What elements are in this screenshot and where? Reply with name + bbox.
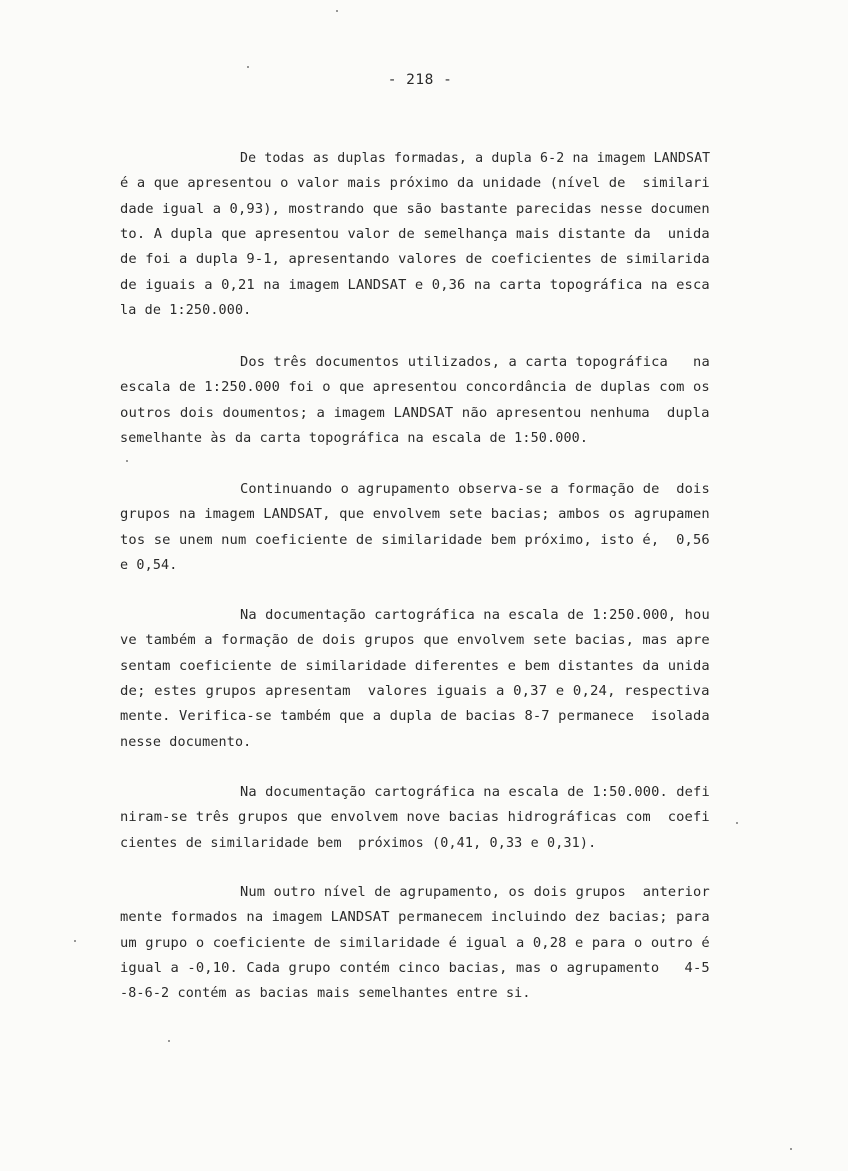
text-line: um grupo o coeficiente de similaridade é igual a 0,28 e para o outro é: [120, 935, 710, 951]
text-line: -8-6-2 contém as bacias mais semelhantes entre si.: [120, 986, 531, 1002]
text-line: dade igual a 0,93), mostrando que são bastante parecidas nesse documen: [120, 201, 710, 217]
scan-speck: [74, 940, 76, 942]
text-line: mente. Verifica-se também que a dupla de bacias 8-7 permanece isolada: [120, 709, 710, 725]
text-line: cientes de similaridade bem próximos (0,41, 0,33 e 0,31).: [120, 835, 597, 851]
scan-speck: [336, 10, 338, 12]
text-line: Na documentação cartográfica na escala de 1:50.000. defi: [240, 785, 710, 800]
text-line: Num outro nível de agrupamento, os dois grupos anterior: [240, 885, 710, 900]
scan-speck: [126, 460, 128, 462]
text-line: nesse documento.: [120, 734, 252, 750]
text-line: e 0,54.: [120, 557, 178, 573]
text-line: semelhante às da carta topográfica na escala de 1:50.000.: [120, 430, 589, 446]
text-line: ve também a formação de dois grupos que envolvem sete bacias, mas apre: [120, 633, 710, 649]
text-line: mente formados na imagem LANDSAT permanecem incluindo dez bacias; para: [120, 910, 710, 926]
scan-speck: [168, 1040, 170, 1042]
text-line: tos se unem num coeficiente de similaridade bem próximo, isto é, 0,56: [120, 532, 710, 548]
text-line: grupos na imagem LANDSAT, que envolvem sete bacias; ambos os agrupamen: [120, 507, 710, 523]
text-line: niram-se três grupos que envolvem nove bacias hidrográficas com coefi: [120, 810, 710, 826]
text-line: Dos três documentos utilizados, a carta topográfica na: [240, 355, 710, 370]
scan-speck: [247, 66, 249, 68]
text-line: De todas as duplas formadas, a dupla 6-2 na imagem LANDSAT: [240, 151, 711, 166]
text-line: outros dois doumentos; a imagem LANDSAT não apresentou nenhuma dupla: [120, 405, 710, 421]
page-number: - 218 -: [387, 72, 453, 88]
text-line: igual a -0,10. Cada grupo contém cinco bacias, mas o agrupamento 4-5: [120, 960, 710, 976]
scan-speck: [790, 1148, 792, 1150]
text-line: la de 1:250.000.: [120, 302, 252, 318]
text-line: to. A dupla que apresentou valor de semelhança mais distante da unida: [120, 226, 710, 242]
text-line: de; estes grupos apresentam valores iguais a 0,37 e 0,24, respectiva: [120, 683, 710, 699]
text-line: Na documentação cartográfica na escala de 1:250.000, hou: [240, 608, 710, 623]
text-line: é a que apresentou o valor mais próximo da unidade (nível de similari: [120, 176, 710, 192]
text-line: de iguais a 0,21 na imagem LANDSAT e 0,36 na carta topográfica na esca: [120, 277, 710, 293]
text-line: de foi a dupla 9-1, apresentando valores de coeficientes de similarida: [120, 252, 710, 268]
text-line: Continuando o agrupamento observa-se a formação de dois: [240, 482, 710, 497]
scan-speck: [736, 822, 738, 824]
text-line: escala de 1:250.000 foi o que apresentou concordância de duplas com os: [120, 380, 710, 396]
text-line: sentam coeficiente de similaridade diferentes e bem distantes da unida: [120, 658, 710, 674]
